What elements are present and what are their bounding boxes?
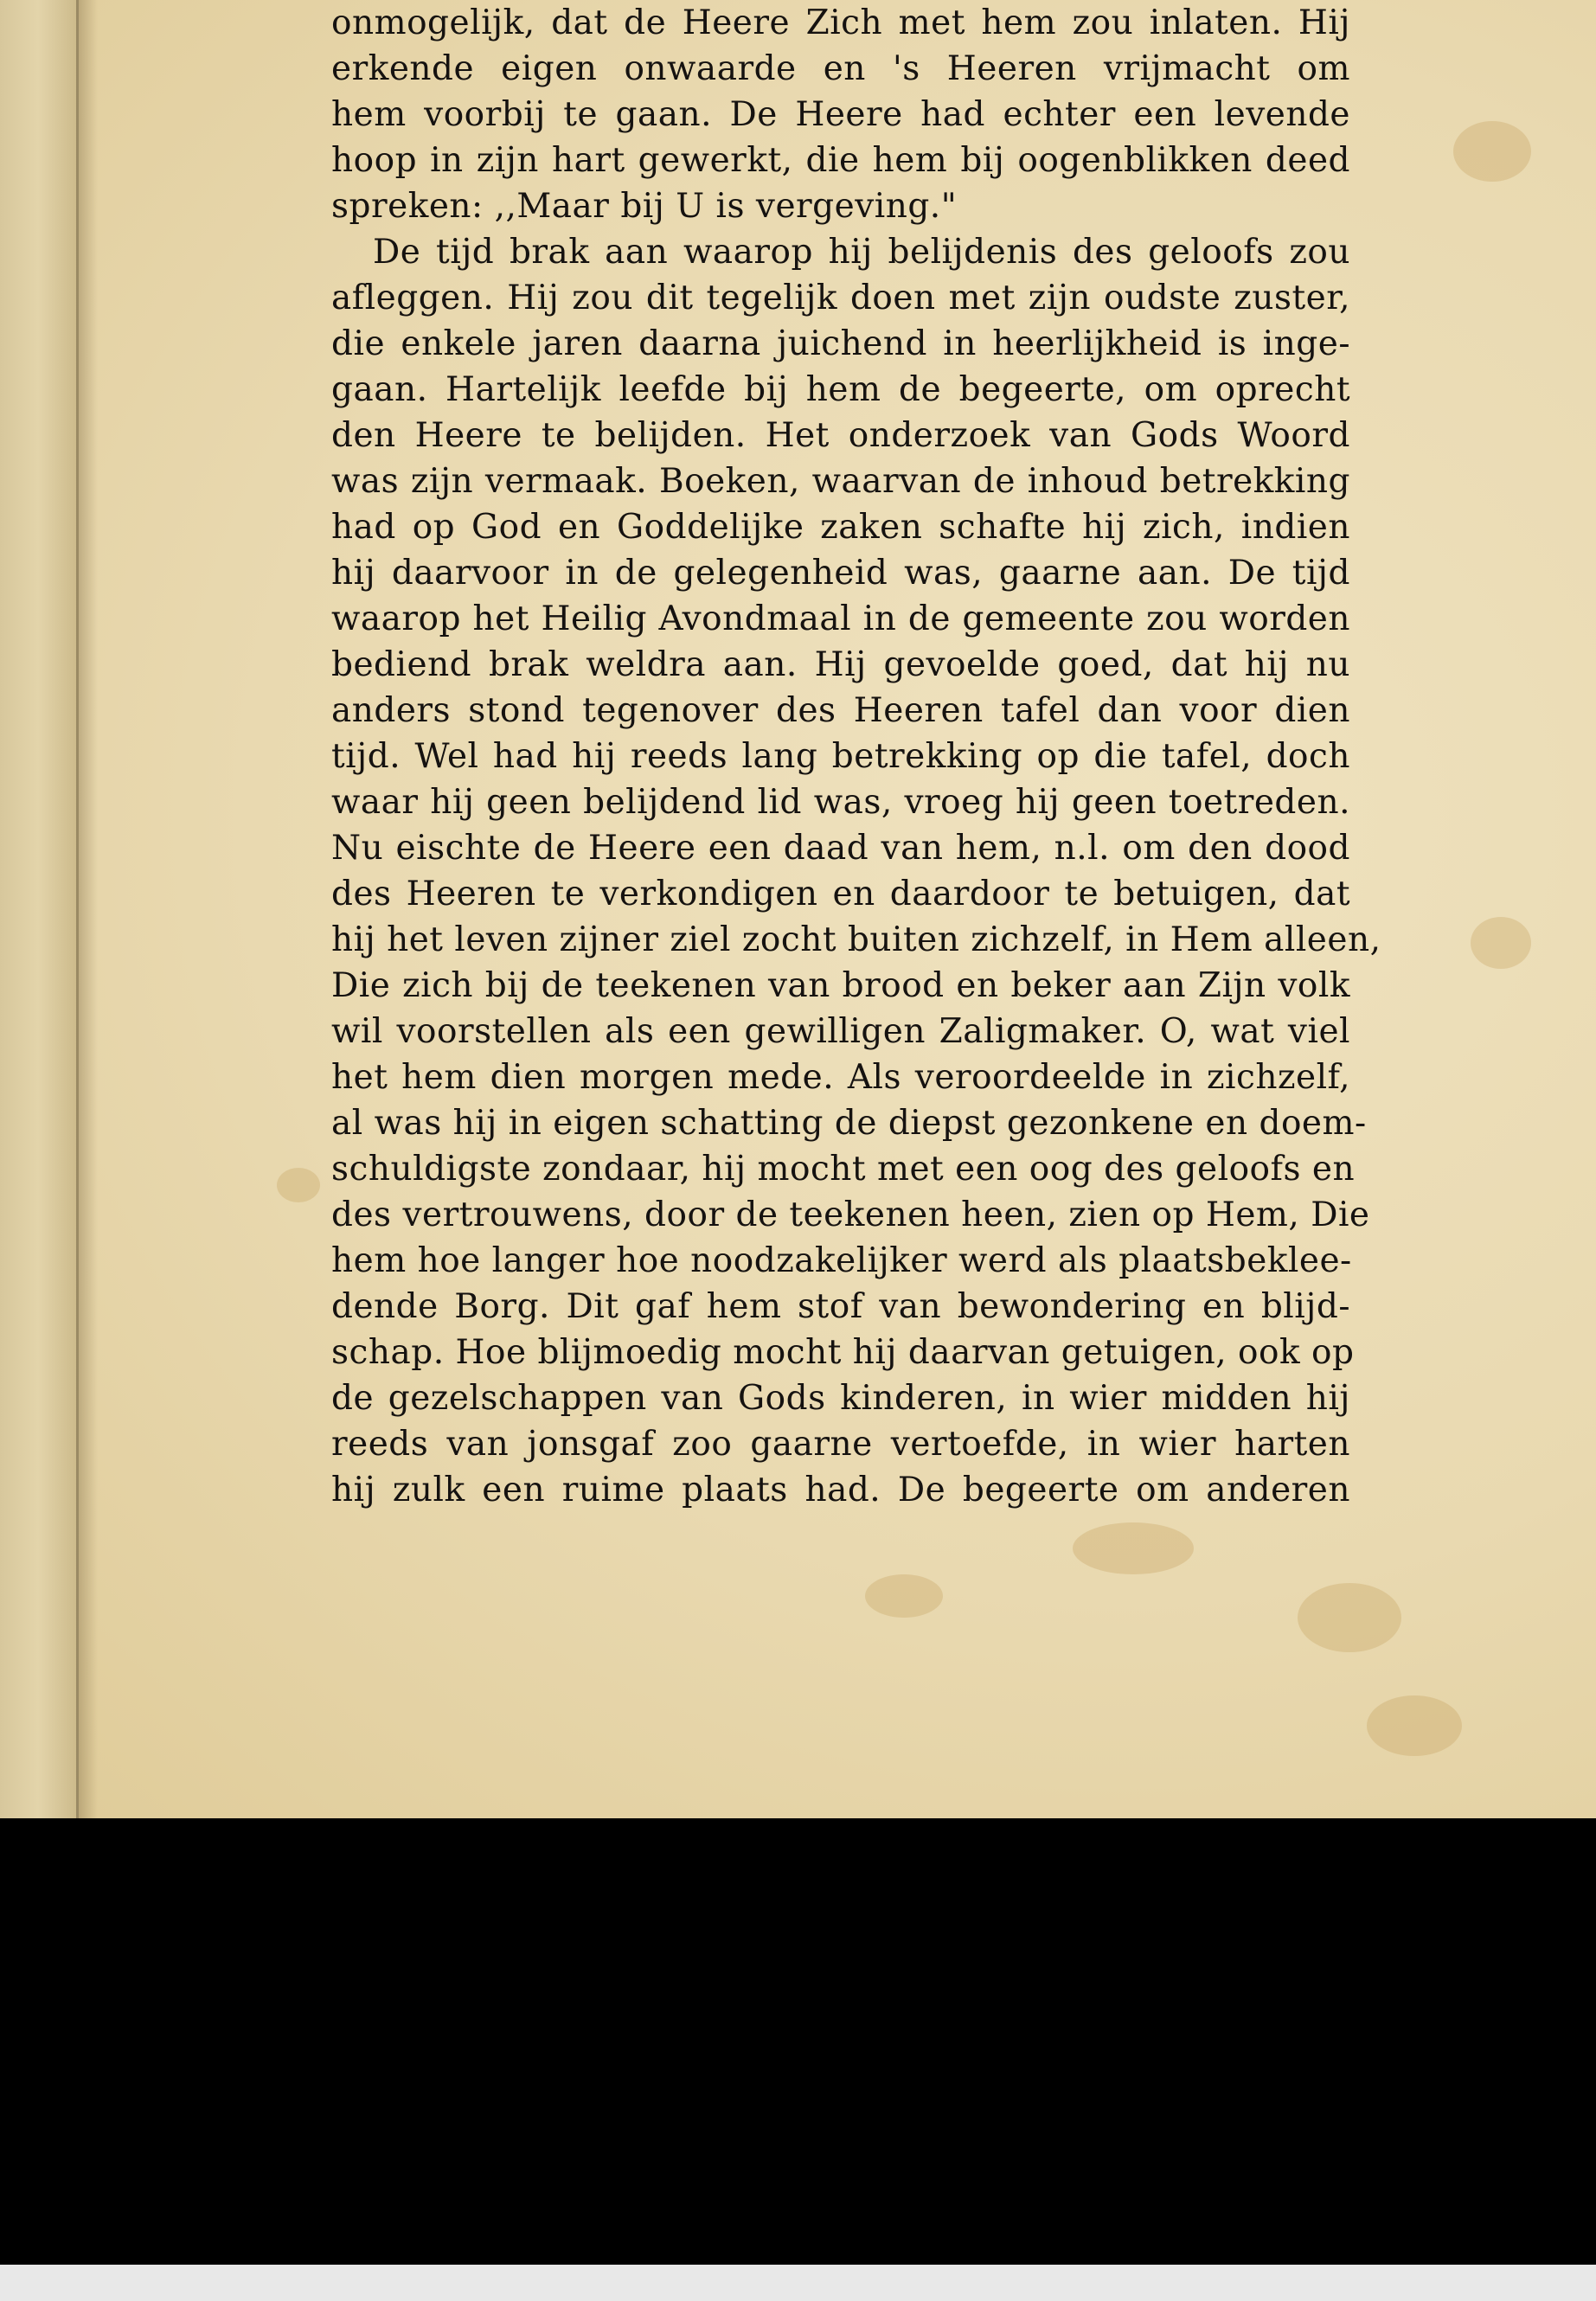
text-line: tijd. Wel had hij reeds lang betrekking op die tafel, doch: [331, 737, 1350, 776]
text-line: hij zulk een ruime plaats had. De begeerte om anderen: [331, 1471, 1350, 1509]
text-line: onmogelijk, dat de Heere Zich met hem zou inlaten. Hij: [331, 3, 1350, 42]
text-line: hij het leven zijner ziel zocht buiten zichzelf, in Hem alleen,: [331, 920, 1381, 959]
foxing-stain: [1367, 1695, 1462, 1756]
text-line: had op God en Goddelijke zaken schafte hij zich, indien: [331, 508, 1350, 547]
text-line: des vertrouwens, door de teekenen heen, zien op Hem, Die: [331, 1195, 1370, 1234]
text-line: spreken: ,,Maar bij U is vergeving.": [331, 187, 958, 226]
facing-page-edge: [0, 0, 79, 1818]
text-line: reeds van jonsgaf zoo gaarne vertoefde, in wier harten: [331, 1425, 1350, 1464]
text-line: bediend brak weldra aan. Hij gevoelde goed, dat hij nu: [331, 645, 1350, 684]
foxing-stain: [1453, 121, 1531, 182]
text-line: was zijn vermaak. Boeken, waarvan de inhoud betrekking: [331, 462, 1350, 501]
text-line: gaan. Hartelijk leefde bij hem de begeerte, om oprecht: [331, 370, 1350, 409]
text-line: des Heeren te verkondigen en daardoor te betuigen, dat: [331, 875, 1350, 913]
text-line: de gezelschappen van Gods kinderen, in wier midden hij: [331, 1379, 1350, 1418]
foxing-stain: [865, 1574, 943, 1618]
text-line: De tijd brak aan waarop hij belijdenis des geloofs zou: [373, 233, 1350, 272]
text-line: hem voorbij te gaan. De Heere had echter een levende: [331, 95, 1350, 134]
text-line: die enkele jaren daarna juichend in heerlijkheid is inge-: [331, 324, 1350, 363]
text-line: schap. Hoe blijmoedig mocht hij daarvan getuigen, ook op: [331, 1333, 1355, 1372]
gutter-shadow: [79, 0, 98, 1818]
text-line: hem hoe langer hoe noodzakelijker werd als plaatsbeklee-: [331, 1241, 1352, 1280]
text-line: anders stond tegenover des Heeren tafel dan voor dien: [331, 691, 1350, 730]
text-line: afleggen. Hij zou dit tegelijk doen met zijn oudste zuster,: [331, 279, 1350, 317]
text-line: erkende eigen onwaarde en 's Heeren vrijmacht om: [331, 49, 1350, 88]
text-line: waarop het Heilig Avondmaal in de gemeente zou worden: [331, 599, 1350, 638]
text-line: dende Borg. Dit gaf hem stof van bewondering en blijd-: [331, 1287, 1350, 1326]
text-line: Die zich bij de teekenen van brood en beker aan Zijn volk: [331, 966, 1350, 1005]
text-line: het hem dien morgen mede. Als veroordeelde in zichzelf,: [331, 1058, 1350, 1097]
foxing-stain: [1471, 917, 1531, 969]
scan-bottom-edge: [0, 2265, 1596, 2301]
foxing-stain: [1073, 1522, 1194, 1574]
text-line: hij daarvoor in de gelegenheid was, gaarne aan. De tijd: [331, 554, 1350, 593]
text-line: den Heere te belijden. Het onderzoek van Gods Woord: [331, 416, 1350, 455]
foxing-stain: [1298, 1583, 1401, 1652]
text-line: Nu eischte de Heere een daad van hem, n.l. om den dood: [331, 829, 1350, 868]
text-line: al was hij in eigen schatting de diepst gezonkene en doem-: [331, 1104, 1367, 1143]
text-line: hoop in zijn hart gewerkt, die hem bij oogenblikken deed: [331, 141, 1350, 180]
text-line: wil voorstellen als een gewilligen Zaligmaker. O, wat viel: [331, 1012, 1350, 1051]
text-line: schuldigste zondaar, hij mocht met een oog des geloofs en: [331, 1150, 1356, 1189]
text-line: waar hij geen belijdend lid was, vroeg hij geen toetreden.: [331, 783, 1350, 822]
foxing-stain: [277, 1168, 320, 1202]
